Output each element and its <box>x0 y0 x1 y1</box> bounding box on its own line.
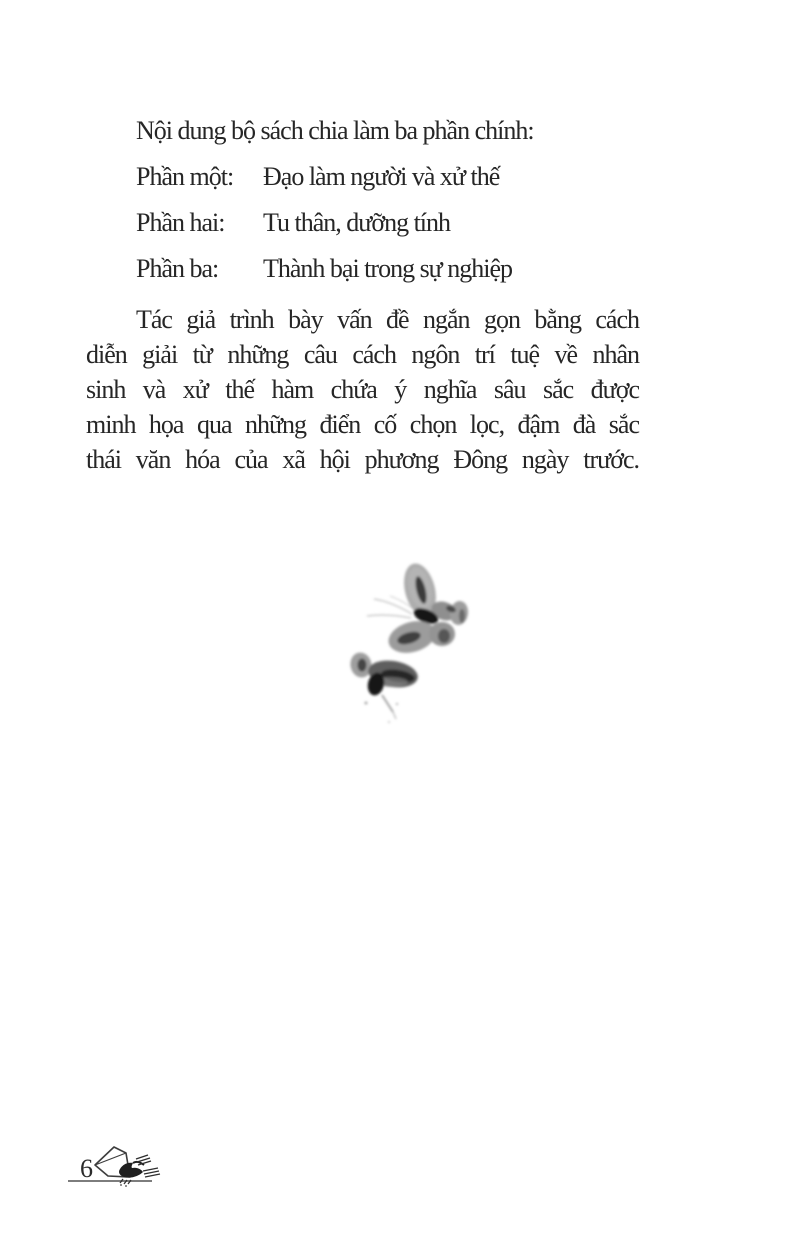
paragraph-line: thái văn hóa của xã hội phương Đông ngày trước. <box>86 445 639 474</box>
paragraph-line: Tác giả trình bày vấn đề ngắn gọn bằng cách <box>136 305 639 334</box>
part-row <box>136 205 639 240</box>
part-title: Tu thân, dưỡng tính <box>263 208 451 237</box>
part-row <box>136 251 639 286</box>
part-title: Đạo làm người và xử thế <box>263 162 500 191</box>
intro-line: Nội dung bộ sách chia làm ba phần chính: <box>136 116 534 145</box>
part-row <box>136 159 639 194</box>
part-title: Thành bại trong sự nghiệp <box>263 254 513 283</box>
paragraph-line: sinh và xử thế hàm chứa ý nghĩa sâu sắc được <box>86 375 639 404</box>
part-label: Phần hai: <box>136 208 225 237</box>
page-number: 6 <box>80 1154 93 1183</box>
ink-butterflies-illustration <box>340 552 490 752</box>
bird-ink-ornament-icon <box>86 1138 176 1196</box>
page-content <box>86 113 639 477</box>
paragraph-line: minh họa qua những điển cố chọn lọc, đậm đà sắc <box>86 410 639 439</box>
paragraph-line: diễn giải từ những câu cách ngôn trí tuệ về nhân <box>86 340 639 369</box>
body-paragraph <box>86 302 639 477</box>
page-footer <box>0 1130 798 1210</box>
part-label: Phần ba: <box>136 254 219 283</box>
part-label: Phần một: <box>136 162 234 191</box>
